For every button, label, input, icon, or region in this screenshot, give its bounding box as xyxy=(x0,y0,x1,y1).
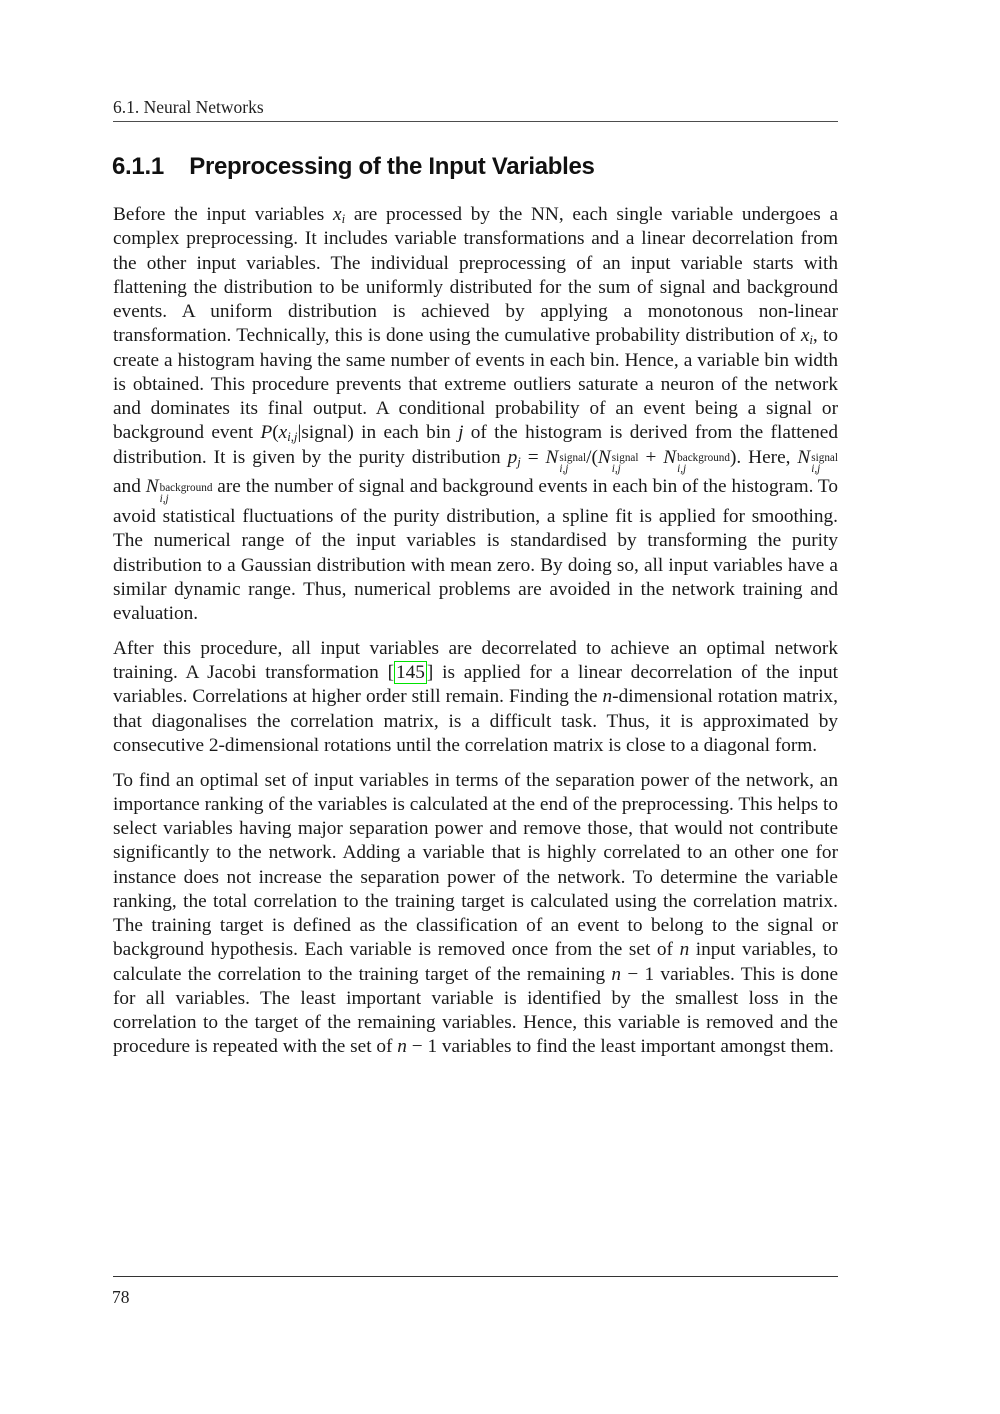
math-var: N xyxy=(663,446,677,468)
header-rule xyxy=(113,121,838,122)
math-sub: i,j xyxy=(287,430,298,445)
footer-rule xyxy=(113,1276,838,1277)
math-sub: i,j xyxy=(811,463,821,476)
math-sub: i,j xyxy=(611,463,621,476)
math-var: N xyxy=(145,476,159,498)
math-sub: i,j xyxy=(677,463,687,476)
body-text xyxy=(113,203,838,1070)
running-header xyxy=(113,96,264,118)
math-var: N xyxy=(545,446,559,468)
math-supsub xyxy=(559,453,586,475)
paragraph: Before the input variables $x_i$ are processed by the NN, each single variable undergoes a complex preprocessing. It includes variable transformations and a linear decorrelation from the other input variables. The individual preprocessing of an input variable starts with flattening the distribution to be uniformly distributed for the sum of signal and background events. A uniform distribution is achieved by applying a monotonous non-linear transformation. Technically, this is done using the cumulative probability distribution of $x_i$, to create a histogram having the same number of events in each bin. Hence, a variable bin width is obtained. This procedure prevents that extreme outliers saturate a neuron of the network and dominates its final output. A conditional probability of an event being a signal or background event $P(x_{i,j}|signal)$ in each bin j of the histogram is derived from the flattened distribution. It is given by the purity distribution $p_j = N$ signal i,j /(N signal i,j + N background i,j ). Here, N signal i,j and N background i,j are the number of signal and background events in each bin of the histogram. To avoid statistical fluctuations of the purity distribution, a spline fit is applied for smoothing. The numerical range of the input variables is standardised by transforming the purity distribution to a Gaussian distribution with mean zero. By doing so, all input variables have a similar dynamic range. Thus, numerical problems are avoided in the network training and evaluation. xyxy=(113,204,839,625)
math-sup: signal xyxy=(611,451,639,464)
running-header-text: 6.1. Neural Networks xyxy=(113,97,264,117)
math-sub: i,j xyxy=(159,492,169,505)
citation-link[interactable]: 145 xyxy=(395,662,425,684)
paragraph: To find an optimal set of input variables in terms of the separation power of the network, an importance ranking of the variables is calculated at the end of the preprocessing. This helps to select variables having major separation power and remove those, that would not contribute significantly to the network. Adding a variable that is highly correlated to an other one for instance does not increase the separation power of the network. To determine the variable ranking, the total correlation to the training target is calculated using the correlation matrix. The training target is defined as the classification of an event to belong to the signal or background hypothesis. Each variable is removed once from the set of n input variables, to calculate the correlation to the training target of the remaining n − 1 variables. This is done for all variables. The least important variable is identified by the smallest loss in the correlation to the target of the remaining variables. Hence, this variable is removed and the procedure is repeated with the set of n − 1 variables to find the least important amongst them. xyxy=(113,769,839,1058)
math-var: n xyxy=(679,939,690,961)
math-supsub xyxy=(612,453,639,475)
math-var: x xyxy=(333,204,342,225)
page-number: 78 xyxy=(112,1287,130,1307)
section-heading xyxy=(112,153,595,181)
math-sub: i xyxy=(809,333,813,348)
math-sup: background xyxy=(677,451,730,464)
math-var: n xyxy=(397,1036,407,1058)
math-sup: background xyxy=(159,481,213,494)
math-supsub xyxy=(677,453,730,475)
math-sup: signal xyxy=(811,451,839,464)
math-var: n xyxy=(602,686,613,708)
math-var: x xyxy=(278,422,288,444)
math-sub: i,j xyxy=(559,463,569,476)
math-supsub xyxy=(160,483,213,505)
math-supsub xyxy=(811,453,838,475)
paragraph: After this procedure, all input variables are decorrelated to achieve an optimal network training. A Jacobi transformation [ 145 ] is applied for a linear decorrelation of the input variables. Correlations at higher order still remain. Finding the n-dimensional rotation matrix, that diagonalises the correlation matrix, is a difficult task. Thus, it is approximated by consecutive 2-dimensional rotations until the correlation matrix is close to a diagonal form. xyxy=(113,637,839,756)
math-var: p xyxy=(507,446,518,468)
math-var: x xyxy=(800,325,810,347)
math-var: n xyxy=(611,963,622,985)
math-var: j xyxy=(458,422,464,444)
math-var: N xyxy=(597,446,611,468)
math-var: P xyxy=(260,422,273,444)
math-sub: i xyxy=(341,212,346,227)
math-sub: j xyxy=(517,454,521,469)
math-var: N xyxy=(797,446,811,468)
section-number: 6.1.1 xyxy=(112,153,164,180)
section-title: Preprocessing of the Input Variables xyxy=(189,153,595,180)
math-sup: signal xyxy=(559,451,587,464)
